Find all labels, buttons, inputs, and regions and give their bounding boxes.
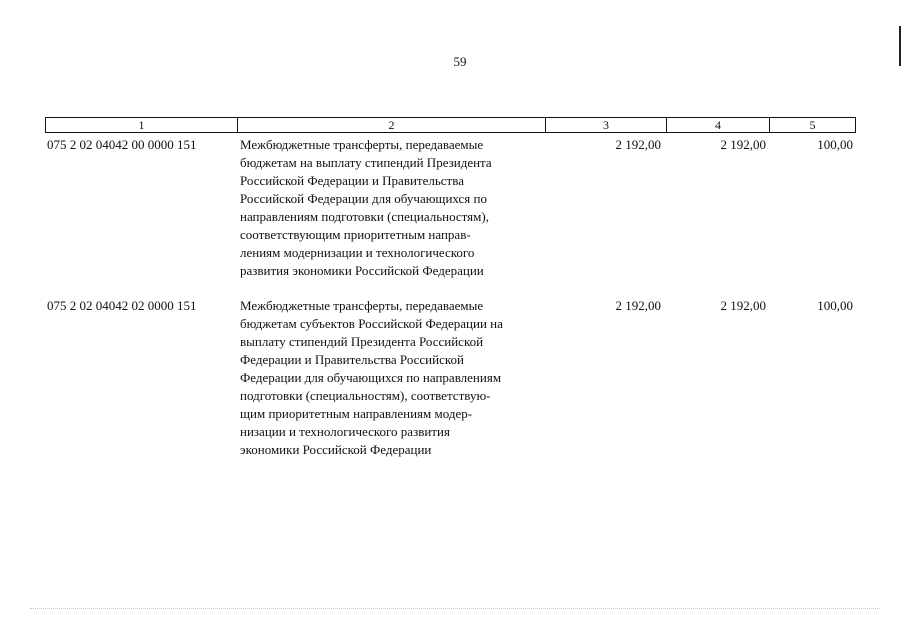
budget-code: 075 2 02 04042 00 0000 151 xyxy=(47,137,197,152)
scan-edge-mark xyxy=(899,26,901,66)
description-line: Российской Федерации и Правительства xyxy=(240,173,464,188)
column-header-1: 1 xyxy=(46,118,238,132)
value-col4: 2 192,00 xyxy=(720,298,766,313)
page-number: 59 xyxy=(453,54,467,69)
description-line: лениям модернизации и технологического xyxy=(240,245,475,260)
description-line: экономики Российской Федерации xyxy=(240,442,432,457)
description-line: бюджетам на выплату стипендий Президента xyxy=(240,155,492,170)
column-header-4: 4 xyxy=(667,118,770,132)
row-description xyxy=(240,297,545,459)
value-col3: 2 192,00 xyxy=(615,298,661,313)
description-line: соответствующим приоритетным направ- xyxy=(240,227,471,242)
description-line: Федерации и Правительства Российской xyxy=(240,352,464,367)
budget-code: 075 2 02 04042 02 0000 151 xyxy=(47,298,197,313)
description-line: подготовки (специальностям), соответствую- xyxy=(240,388,491,403)
description-line: Российской Федерации для обучающихся по xyxy=(240,191,487,206)
description-line: Межбюджетные трансферты, передаваемые xyxy=(240,298,484,313)
description-line: Межбюджетные трансферты, передаваемые xyxy=(240,137,484,152)
row-description xyxy=(240,136,545,280)
column-header-5: 5 xyxy=(809,118,816,132)
description-line: низации и технологического развития xyxy=(240,424,450,439)
description-line: щим приоритетным направлениям модер- xyxy=(240,406,473,421)
value-col5: 100,00 xyxy=(817,298,853,313)
table-header-row xyxy=(45,117,856,133)
description-line: развития экономики Российской Федерации xyxy=(240,263,484,278)
description-line: направлениям подготовки (специальностям), xyxy=(240,209,489,224)
scan-noise-line xyxy=(30,608,880,613)
value-col3: 2 192,00 xyxy=(615,137,661,152)
description-line: бюджетам субъектов Российской Федерации на xyxy=(240,316,503,331)
description-line: Федерации для обучающихся по направлениям xyxy=(240,370,502,385)
value-col4: 2 192,00 xyxy=(720,137,766,152)
value-col5: 100,00 xyxy=(817,137,853,152)
column-header-2: 2 xyxy=(238,118,546,132)
column-header-3: 3 xyxy=(546,118,667,132)
description-line: выплату стипендий Президента Российской xyxy=(240,334,484,349)
